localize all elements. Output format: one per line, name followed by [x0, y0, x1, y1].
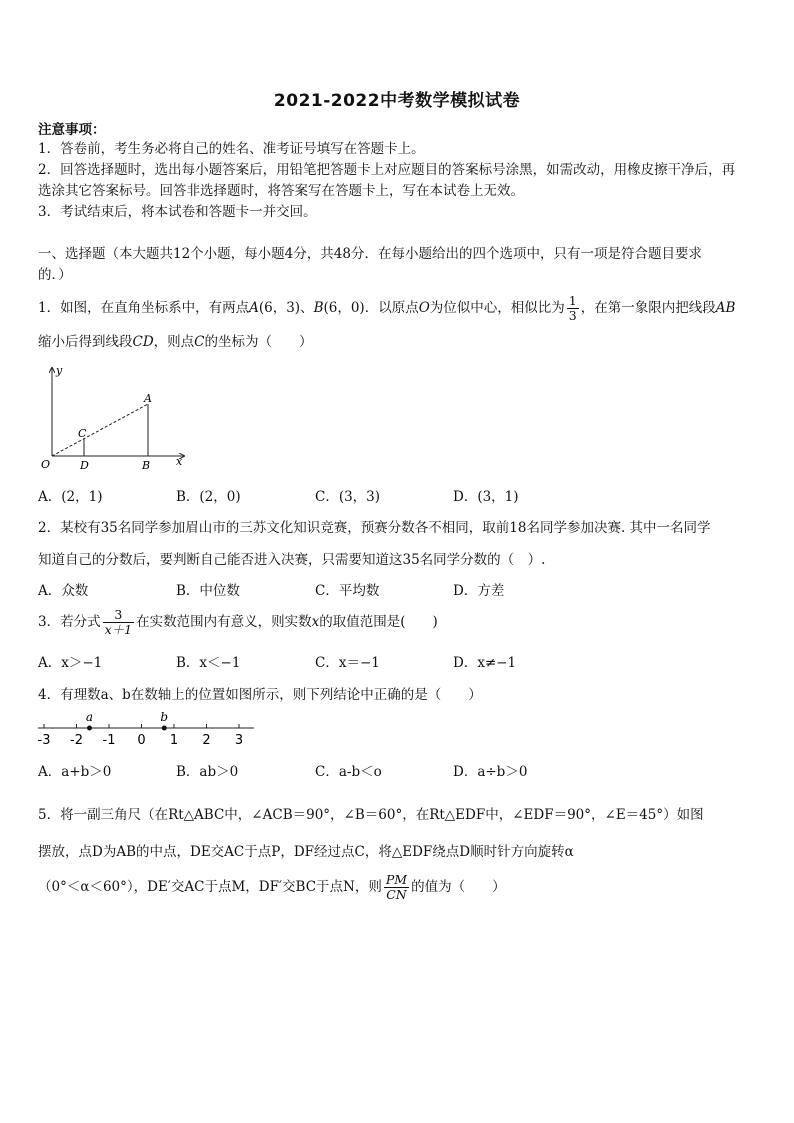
origin-label: O	[41, 458, 51, 471]
question-1-line-1: 1．如图，在直角坐标系中，有两点A(6，3)、B(6，0)．以原点O为位似中心，相似比为 $\frac{1}{3}$ ，在第一象限内把线段AB	[38, 293, 736, 323]
y-label: y	[56, 364, 63, 377]
q1-option-d[interactable]: D．(3，1)	[453, 489, 519, 505]
q4-option-c[interactable]: C．a-b＜o	[315, 764, 382, 780]
q4-option-d[interactable]: D．a÷b＞0	[453, 764, 528, 780]
q2-option-b[interactable]: B．中位数	[176, 583, 240, 599]
ratio-fraction: $\frac{1}{3}$	[568, 293, 577, 323]
q2-option-d[interactable]: D．方差	[453, 583, 505, 599]
number-line-tick-label: -1	[102, 733, 116, 748]
q3-option-c[interactable]: C．x＝−1	[315, 655, 380, 671]
q3-option-d[interactable]: D．x≠−1	[453, 655, 517, 671]
section-heading: 一、选择题（本大题共12个小题，每小题4分，共48分．在每小题给出的四个选项中，只有一项是符合题目要求	[38, 246, 702, 262]
notice-item-2: 2．回答选择题时，选出每小题答案后，用铅笔把答题卡上对应题目的答案标号涂黑，如需改动，用橡皮擦干净后，再	[38, 162, 736, 178]
number-line-tick-label: 0	[137, 733, 146, 748]
number-line-tick-label: -3	[37, 733, 51, 748]
question-1-line-2: 缩小后得到线段CD，则点C的坐标为（ ）	[38, 334, 313, 350]
number-line-point-a	[87, 726, 92, 731]
point-d-label: D	[80, 459, 89, 472]
number-line-tick-label: 3	[234, 733, 244, 748]
question-1-coordinate-figure	[36, 362, 192, 474]
section-heading-cont: 的．）	[38, 267, 72, 283]
q2-option-c[interactable]: C．平均数	[315, 583, 380, 599]
dashed-line-oa	[52, 404, 148, 456]
q1-option-a[interactable]: A．(2，1)	[38, 489, 103, 505]
q5-fraction: $\frac{PM}{CN}$	[385, 872, 408, 902]
q3-option-a[interactable]: A．x＞−1	[38, 655, 103, 671]
question-5-line-1: 5．将一副三角尺（在Rt△ABC中，∠ACB＝90°，∠B＝60°，在Rt△EDF中，∠EDF＝90°，∠E＝45°）如图	[38, 807, 704, 823]
number-line-point-b	[162, 726, 167, 731]
q3-option-b[interactable]: B．x＜−1	[176, 655, 241, 671]
q1-option-b[interactable]: B．(2，0)	[176, 489, 241, 505]
question-3-line: 3．若分式 $\frac{3}{x+1}$ 在实数范围内有意义，则实数x的取值范围是( )	[38, 607, 438, 637]
number-line-tick-label: 1	[169, 733, 179, 748]
q3-fraction: $\frac{3}{x+1}$	[104, 607, 133, 637]
number-line-point-label-a: a	[85, 710, 94, 724]
question-5-line-2: 摆放，点D为AB的中点，DE交AC于点P，DF经过点C，将△EDF绕点D顺时针方向旋转α	[38, 844, 574, 860]
q4-option-b[interactable]: B．ab＞0	[176, 764, 239, 780]
q1-option-c[interactable]: C．(3，3)	[315, 489, 381, 505]
number-line-tick-label: -2	[70, 733, 83, 748]
q4-option-a[interactable]: A．a+b＞0	[38, 764, 112, 780]
point-b-label: B	[142, 459, 151, 472]
question-2-line-1: 2．某校有35名同学参加眉山市的三苏文化知识竞赛，预赛分数各不相同，取前18名同学参加决赛. 其中一名同学	[38, 520, 711, 536]
notice-item-3: 3．考试结束后，将本试卷和答题卡一并交回。	[38, 204, 317, 220]
notice-item-2-cont: 选涂其它答案标号。回答非选择题时，将答案写在答题卡上，写在本试卷上无效。	[38, 183, 524, 199]
question-4-number-line	[34, 708, 260, 752]
notice-item-1: 1．答卷前，考生务必将自己的姓名、准考证号填写在答题卡上。	[38, 141, 425, 157]
notice-heading: 注意事项：	[38, 122, 106, 138]
point-c-label: C	[78, 427, 87, 440]
question-2-line-2: 知道自己的分数后，要判断自己能否进入决赛，只需要知道这35名同学分数的（ ）.	[38, 552, 546, 568]
question-4-text: 4．有理数a、b在数轴上的位置如图所示，则下列结论中正确的是（ ）	[38, 687, 482, 703]
q2-option-a[interactable]: A．众数	[38, 583, 89, 599]
point-a-label: A	[144, 392, 152, 405]
number-line-point-label-b: b	[160, 710, 169, 724]
question-5-line-3: （0°＜α＜60°），DE′交AC于点M，DF′交BC于点N，则 $\frac{PM}{CN}$ 的值为（ ）	[38, 872, 506, 902]
number-line-tick-label: 2	[202, 733, 211, 748]
page-title: 2021-2022中考数学模拟试卷	[273, 91, 521, 111]
x-label: x	[176, 455, 183, 468]
